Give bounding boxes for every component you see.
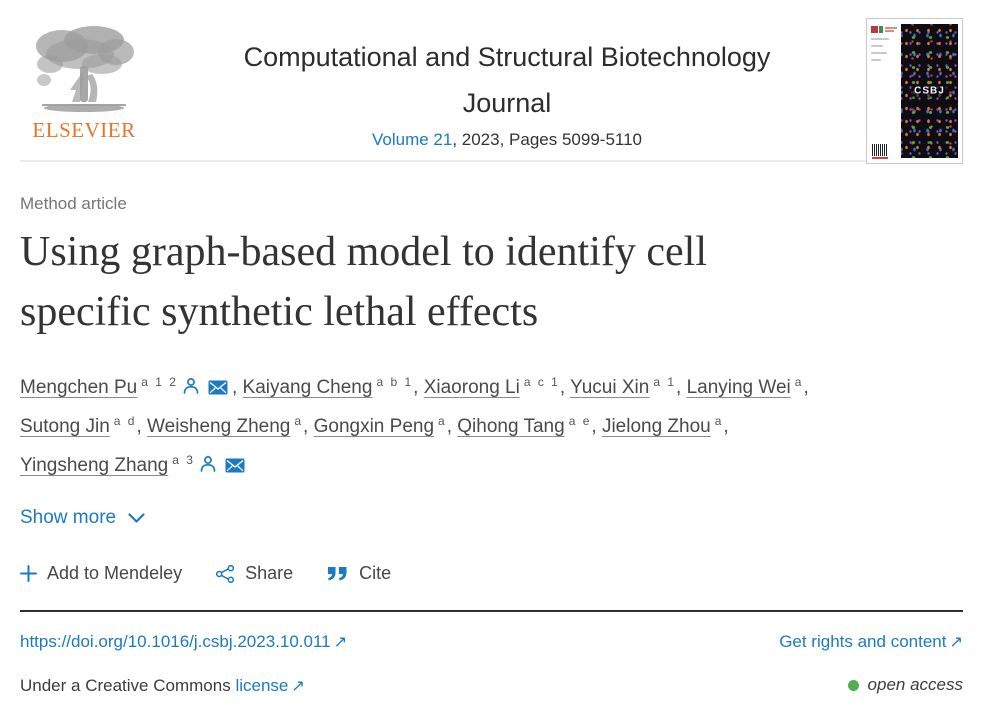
cite-button[interactable] xyxy=(327,563,391,584)
share-label: Share xyxy=(245,563,294,583)
author-separator: , xyxy=(303,416,314,437)
author-list xyxy=(20,368,955,485)
cover-spine xyxy=(871,24,901,158)
external-link-icon: ↗ xyxy=(333,633,348,651)
person-icon[interactable] xyxy=(199,455,217,473)
volume-rest: , 2023, Pages 5099-5110 xyxy=(452,130,643,149)
chevron-down-icon xyxy=(128,513,145,524)
journal-title[interactable]: Computational and Structural Biotechnology Journal xyxy=(243,42,771,118)
elsevier-tree-logo xyxy=(32,24,136,116)
author-link[interactable]: Lanying Wei $^a$ xyxy=(686,374,804,398)
author-separator: , xyxy=(446,416,458,437)
author-link[interactable]: Mengchen Pu $^{a 1 2}$ xyxy=(20,374,178,398)
open-access-dot xyxy=(848,680,859,691)
author-separator: , xyxy=(591,416,602,437)
elsevier-logo[interactable] xyxy=(20,24,148,143)
license-line: Under a Creative Commons license ↗ xyxy=(20,675,305,695)
author-separator: , xyxy=(231,377,243,398)
cover-barcode xyxy=(872,144,888,156)
share-button[interactable] xyxy=(216,563,293,584)
cover-network-art xyxy=(901,24,958,158)
author-link[interactable]: Weisheng Zheng $^a$ xyxy=(147,413,304,437)
header-divider xyxy=(20,160,963,162)
author-separator: , xyxy=(803,377,809,398)
journal-banner xyxy=(20,0,963,160)
mendeley-label: Add to Mendeley xyxy=(47,563,183,583)
article-title: Using graph-based model to identify cell specific synthetic lethal effects xyxy=(20,229,707,335)
author-separator: , xyxy=(559,377,571,398)
volume-pages-line xyxy=(148,130,866,150)
author-separator: , xyxy=(413,377,424,398)
show-more-button[interactable] xyxy=(20,507,195,529)
plus-icon xyxy=(20,565,37,582)
author-link[interactable]: Xiaorong Li $^{a c 1}$ xyxy=(423,374,560,398)
article-type-label: Method article xyxy=(20,194,127,213)
author-separator: , xyxy=(136,416,148,437)
volume-link[interactable]: Volume 21 xyxy=(371,130,453,149)
journal-cover-thumbnail[interactable] xyxy=(866,18,963,164)
cover-publisher-mark xyxy=(871,26,898,33)
elsevier-wordmark: ELSEVIER xyxy=(32,118,136,142)
cite-label: Cite xyxy=(359,563,392,583)
author-link[interactable]: Sutong Jin $^{a d}$ xyxy=(20,413,137,437)
author-link[interactable]: Gongxin Peng $^a$ xyxy=(313,413,447,437)
journal-info xyxy=(148,16,866,150)
author-link[interactable]: Qihong Tang $^{a e}$ xyxy=(457,413,592,437)
external-link-icon: ↗ xyxy=(291,676,305,695)
envelope-icon[interactable] xyxy=(225,458,245,473)
envelope-icon[interactable] xyxy=(208,380,228,395)
author-link[interactable]: Kaiyang Cheng $^{a b 1}$ xyxy=(242,374,414,398)
license-link[interactable]: license ↗ xyxy=(235,675,305,695)
author-link[interactable]: Jielong Zhou $^a$ xyxy=(601,413,724,437)
get-rights-link[interactable]: Get rights and content ↗ xyxy=(779,632,963,651)
author-link[interactable]: Yucui Xin $^{a 1}$ xyxy=(570,374,676,398)
doi-rights-row xyxy=(20,632,963,652)
open-access-indicator xyxy=(848,675,963,695)
author-separator: , xyxy=(723,416,729,437)
action-toolbar xyxy=(20,563,963,584)
license-openaccess-row xyxy=(20,675,963,696)
doi-link[interactable]: https://doi.org/10.1016/j.csbj.2023.10.011 ↗ xyxy=(20,632,348,651)
section-divider xyxy=(20,610,963,612)
author-separator: , xyxy=(676,377,687,398)
person-icon[interactable] xyxy=(182,377,200,395)
author-link[interactable]: Yingsheng Zhang $^{a 3}$ xyxy=(20,452,195,476)
add-to-mendeley-button[interactable] xyxy=(20,563,182,584)
share-icon xyxy=(216,565,235,583)
cover-journal-acronym: CSBJ xyxy=(911,85,948,98)
quote-icon xyxy=(327,566,349,582)
external-link-icon: ↗ xyxy=(949,633,963,651)
open-access-label: open access xyxy=(867,675,963,694)
show-more-label: Show more xyxy=(20,507,117,528)
